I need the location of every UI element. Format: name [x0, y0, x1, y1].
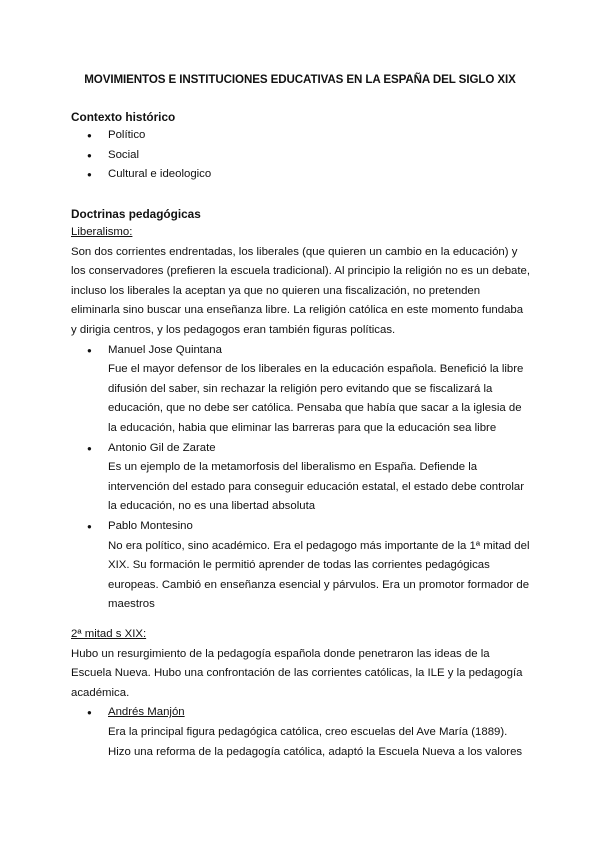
contexto-list [71, 126, 531, 185]
list-item [71, 517, 531, 615]
segunda-mitad-people-list [71, 703, 531, 762]
person-description: Fue el mayor defensor de los liberales en la educación española. Benefició la libre difusión del saber, sin rechazar la religión pero evitando que se fiscalizará la educación, que no debe ser católica. Pensaba que había que sacar a la iglesia de la educación, habia que eliminar las barreras para que la educación sea libre [108, 363, 524, 434]
list-item: ● Social [71, 146, 531, 166]
doctrinas-heading: Doctrinas pedagógicas [71, 207, 201, 221]
contexto-heading: Contexto histórico [71, 110, 176, 124]
person-name: ● Manuel Jose Quintana [108, 343, 222, 356]
liberalismo-subheading: Liberalismo: [71, 226, 133, 238]
segunda-mitad-subheading: 2ª mitad s XIX: [71, 628, 147, 640]
liberalismo-people-list [71, 341, 531, 615]
document-title: MOVIMIENTOS E INSTITUCIONES EDUCATIVAS EN LA ESPAÑA DEL SIGLO XIX [84, 73, 516, 86]
liberalismo-paragraph: Son dos corrientes endrentadas, los liberales (que quieren un cambio en la educación) y los conservadores (prefieren la escuela tradicional). Al principio la religión no es un debate, incluso los liberales la aceptan ya que no quieren una fiscalización, no pretenden eliminarla sino buscar una enseñanza libre. La religión católica en este momento fundaba y dirigia centros, y los pedagogos eran también figuras políticas. [71, 245, 531, 336]
list-item: ● Político [71, 126, 531, 146]
person-description: Era la principal figura pedagógica católica, creo escuelas del Ave María (1889). Hizo una reforma de la pedagogía católica, adaptó la Escuela Nueva a los valores [108, 725, 523, 758]
person-name: ● Pablo Montesino [108, 519, 193, 532]
person-name: ● Antonio Gil de Zarate [108, 441, 216, 454]
list-item [71, 341, 531, 439]
list-item [71, 703, 531, 762]
person-name: ● Andrés Manjón [108, 706, 185, 719]
list-item [71, 439, 531, 517]
person-description: Es un ejemplo de la metamorfosis del liberalismo en España. Defiende la intervención del estado para conseguir educación estatal, el estado debe controlar la educación, no es una libertad absoluta [108, 461, 525, 513]
liberalismo-section [71, 223, 531, 615]
list-item: ● Cultural e ideologico [71, 165, 531, 185]
segunda-mitad-paragraph: Hubo un resurgimiento de la pedagogía española donde penetraron las ideas de la Escuela Nueva. Hubo una confrontación de las corrientes católicas, la ILE y la pedagogía académica. [71, 647, 523, 699]
segunda-mitad-section [71, 625, 531, 762]
person-description: No era político, sino académico. Era el pedagogo más importante de la 1ª mitad del XIX. Su formación le permitió aprender de todas las corrientes pedagógicas europeas. Cambió en enseñanza esencial y párvulos. Era un promotor formador de maestros [108, 539, 530, 611]
